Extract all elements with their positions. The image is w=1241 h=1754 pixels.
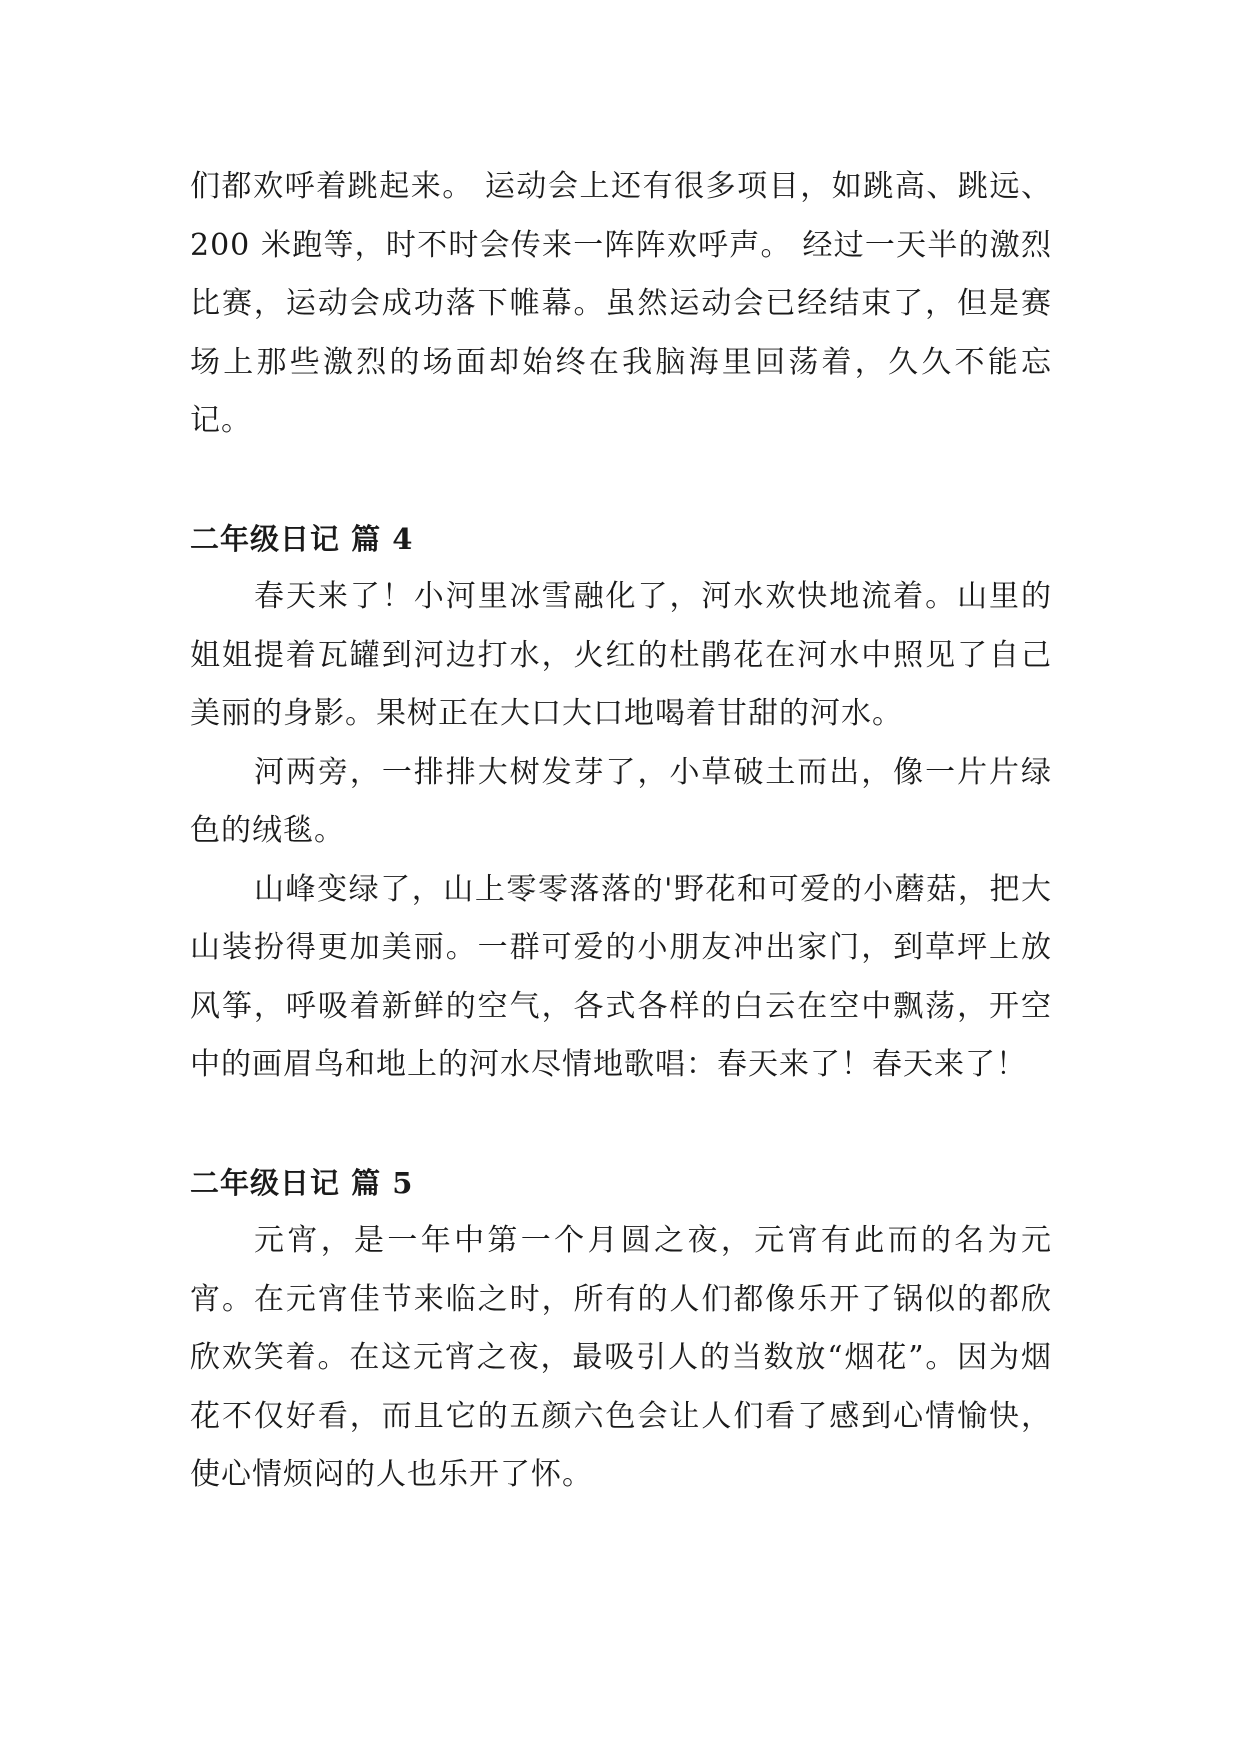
section-4-paragraph-1: 春天来了！小河里冰雪融化了，河水欢快地流着。山里的姐姐提着瓦罐到河边打水，火红的杜鹃花在河水中照见了自己美丽的身影。果树正在大口大口地喝着甘甜的河水。 — [190, 579, 1052, 731]
section-4-title: 二年级日记 篇 4 — [190, 521, 414, 556]
section-5-paragraph-1: 元宵，是一年中第一个月圆之夜，元宵有此而的名为元宵。在元宵佳节来临之时，所有的人们都像乐开了锅似的都欣欣欢笑着。在这元宵之夜，最吸引人的当数放“烟花”。因为烟花不仅好看，而且它的五颜六色会让人们看了感到心情愉快，使心情烦闷的人也乐开了怀。 — [190, 1223, 1052, 1492]
section-4-paragraph-2: 河两旁，一排排大树发芽了，小草破土而出，像一片片绿色的绒毯。 — [190, 754, 1052, 848]
section-4-paragraph-3: 山峰变绿了，山上零零落落的'野花和可爱的小蘑菇，把大山装扮得更加美丽。一群可爱的小朋友冲出家门，到草坪上放风筝，呼吸着新鲜的空气，各式各样的白云在空中飘荡，开空中的画眉鸟和地上的河水尽情地歌唱：春天来了！春天来了！ — [190, 871, 1052, 1082]
intro-paragraph: 们都欢呼着跳起来。 运动会上还有很多项目，如跳高、跳远、200 米跑等，时不时会传来一阵阵欢呼声。 经过一天半的激烈比赛，运动会成功落下帷幕。虽然运动会已经结束了，但是赛场上那些激烈的场面却始终在我脑海里回荡着，久久不能忘记。 — [190, 169, 1052, 438]
section-5-title: 二年级日记 篇 5 — [190, 1165, 414, 1200]
document-page — [190, 158, 1052, 1505]
